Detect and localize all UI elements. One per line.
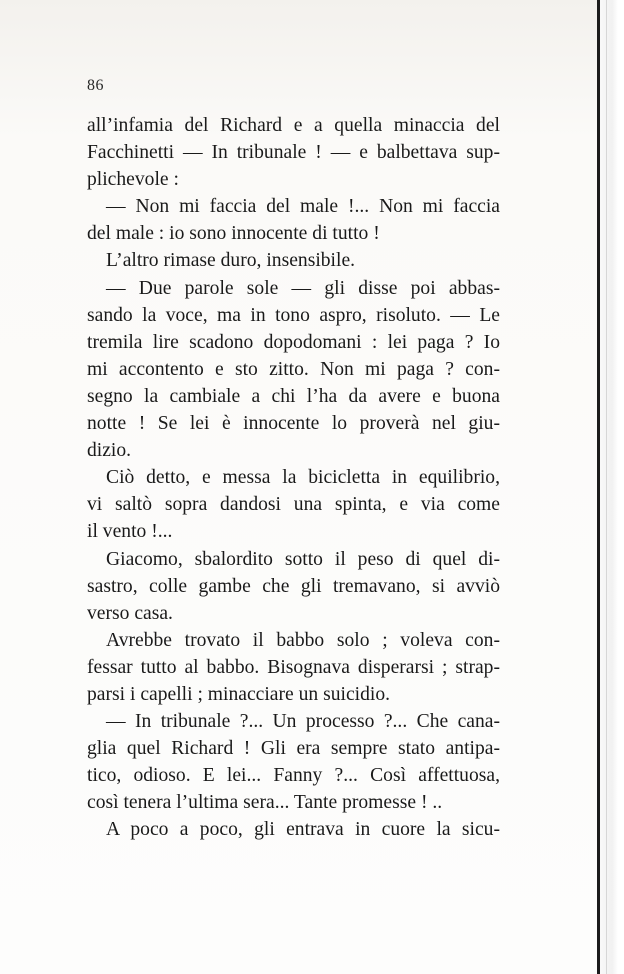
text-line: parsi i capelli ; minacciare un suicidio. — [87, 683, 391, 705]
text-line: mi accontento e sto zitto. Non mi paga ? con- — [87, 358, 500, 380]
text-line: notte ! Se lei è innocente lo proverà nel giu- — [87, 413, 500, 435]
text-line: il vento !... — [87, 521, 173, 543]
text-line: — Due parole sole — gli disse poi abbas- — [106, 277, 500, 299]
text-line: segno la cambiale a chi l’ha da avere e buona — [87, 385, 500, 407]
text-line: del male : io sono innocente di tutto ! — [87, 223, 380, 245]
text-line: dizio. — [87, 440, 132, 462]
text-line: plichevole : — [87, 169, 179, 191]
text-line: Ciò detto, e messa la bicicletta in equilibrio, — [106, 467, 500, 489]
text-line: tremila lire scadono dopodomani : lei paga ? Io — [87, 331, 500, 353]
text-line: — Non mi faccia del male !... Non mi faccia — [106, 196, 500, 218]
text-line: sastro, colle gambe che gli tremavano, si avviò — [87, 575, 500, 597]
text-line: all’infamia del Richard e a quella minaccia del — [87, 115, 500, 136]
page-edge-shadow — [598, 0, 624, 974]
text-line: glia quel Richard ! Gli era sempre stato antipa- — [87, 738, 500, 760]
text-line: Facchinetti — In tribunale ! — e balbettava sup- — [87, 142, 500, 164]
page-number: 86 — [87, 77, 104, 94]
page-edge-line — [597, 0, 600, 974]
text-line: fessar tutto al babbo. Bisognava disperarsi ; strap- — [87, 656, 500, 678]
text-line: così tenera l’ultima sera... Tante promesse ! .. — [87, 792, 443, 814]
text-line: L’altro rimase duro, insensibile. — [106, 250, 356, 272]
text-line: sando la voce, ma in tono aspro, risoluto. — Le — [87, 304, 500, 326]
text-line: Giacomo, sbalordito sotto il peso di quel di- — [106, 548, 500, 570]
body-text — [87, 112, 500, 844]
text-line: A poco a poco, gli entrava in cuore la sicu- — [106, 819, 500, 841]
text-line: tico, odioso. E lei... Fanny ?... Così affettuosa, — [87, 765, 500, 787]
text-line: verso casa. — [87, 602, 173, 624]
text-line: vi saltò sopra dandosi una spinta, e via come — [87, 494, 500, 516]
text-line: — In tribunale ?... Un processo ?... Che cana- — [106, 711, 500, 733]
text-line: Avrebbe trovato il babbo solo ; voleva con- — [106, 629, 500, 651]
page-edge-line-faint — [606, 0, 607, 974]
